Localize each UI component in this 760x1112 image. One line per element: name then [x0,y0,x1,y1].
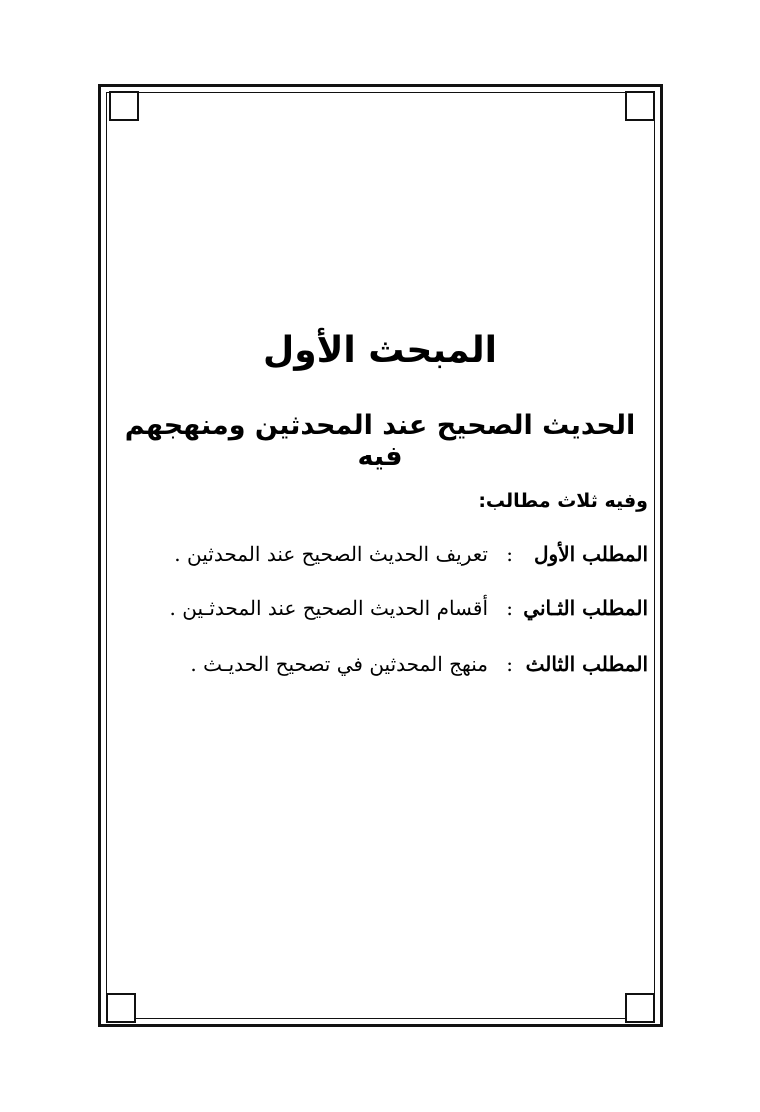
chapter-title: المبحث الأول [262,330,498,371]
section-text: أقسام الحديث الصحيح عند المحدثـين . [169,596,488,620]
chapter-content [100,0,660,1112]
section-colon: : [506,652,513,676]
section-row-2 [108,596,648,632]
section-row-1 [108,542,648,578]
chapter-subtitle: الحديث الصحيح عند المحدثين ومنهجهم فيه [124,410,636,472]
section-text: تعريف الحديث الصحيح عند المحدثين . [174,542,488,566]
section-colon: : [506,542,513,566]
section-text: منهج المحدثين في تصحيح الحديـث . [190,652,488,676]
section-label: المطلب الثـاني [523,596,648,620]
sections-intro: وفيه ثلاث مطالب: [478,490,648,512]
frame-outer-right [660,84,663,1027]
section-label: المطلب الثالث [525,652,648,676]
section-label: المطلب الأول [534,542,648,566]
section-row-3 [108,652,648,688]
section-colon: : [506,596,513,620]
